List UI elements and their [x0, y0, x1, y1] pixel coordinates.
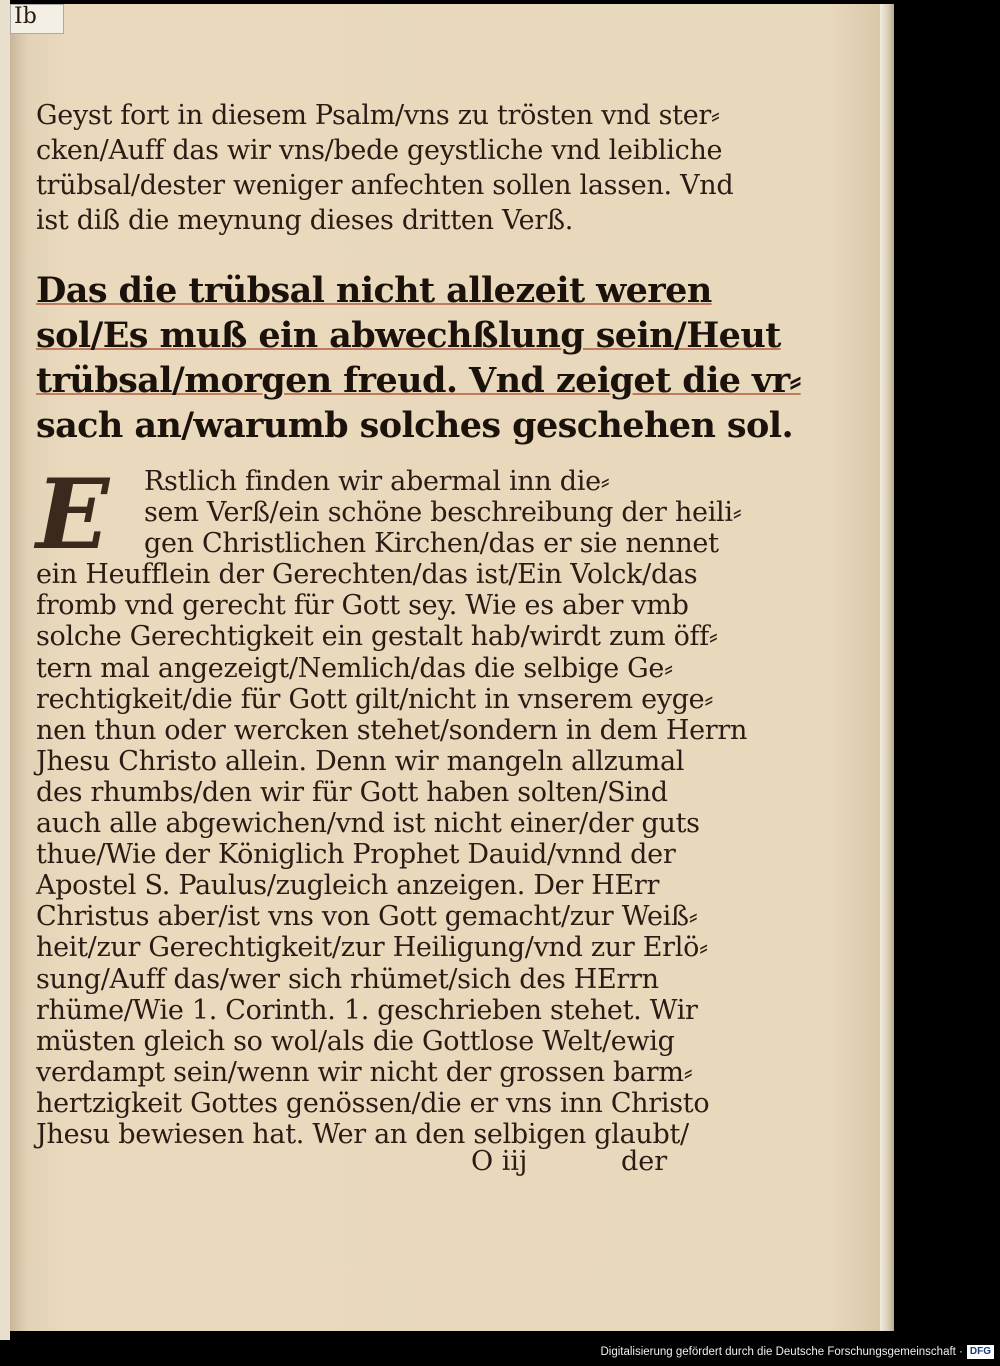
text-line: cken/Auff das wir vns/bede geystliche vnd leibliche [36, 135, 723, 166]
text-line: Geyst fort in diesem Psalm/vns zu trösten vnd ster⸗ [36, 100, 720, 131]
text-line: Jhesu Christo allein. Denn wir mangeln allzumal [36, 745, 685, 777]
text-line: auch alle abgewichen/vnd ist nicht einer/der guts [36, 808, 700, 840]
decorated-initial: E [36, 458, 110, 571]
text-line: fromb vnd gerecht für Gott sey. Wie es aber vmb [36, 590, 689, 622]
text-line: verdampt sein/wenn wir nicht der grossen barm⸗ [36, 1056, 693, 1088]
section-heading [36, 268, 801, 448]
page-number: Ib [14, 4, 37, 29]
text-line: hertzigkeit Gottes genössen/die er vns inn Christo [36, 1087, 710, 1119]
text-line: rhüme/Wie 1. Corinth. 1. geschrieben stehet. Wir [36, 994, 698, 1026]
footer-text: Digitalisierung gefördert durch die Deutsche Forschungsgemeinschaft · [600, 1346, 963, 1358]
text-line: müsten gleich so wol/als die Gottlose Welt/ewig [36, 1025, 675, 1057]
paragraph-2 [36, 458, 748, 1150]
text-line: Rstlich finden wir abermal inn die⸗ [144, 466, 610, 497]
text-line: rechtigkeit/die für Gott gilt/nicht in vnserem eyge⸗ [36, 683, 714, 715]
page-edge [880, 4, 894, 1331]
digitization-footer [600, 1340, 994, 1364]
text-line: Christus aber/ist vns von Gott gemacht/zur Weiß⸗ [36, 901, 698, 933]
text-line: Jhesu bewiesen hat. Wer an den selbigen glaubt/ [36, 1118, 689, 1150]
scan-gutter [0, 0, 10, 1340]
heading-line: sach an/warumb solches geschehen sol. [36, 405, 794, 446]
text-line: gen Christlichen Kirchen/das er sie nennet [144, 528, 719, 560]
text-line: heit/zur Gerechtigkeit/zur Heiligung/vnd zur Erlö⸗ [36, 932, 708, 964]
paragraph-1 [36, 98, 733, 238]
dfg-logo: DFG [967, 1345, 994, 1359]
text-line: nen thun oder wercken stehet/sondern in dem Herrn [36, 714, 748, 746]
text-line: ein Heufflein der Gerechten/das ist/Ein Volck/das [36, 559, 698, 591]
text-line: sem Verß/ein schöne beschreibung der heili⸗ [144, 497, 742, 529]
text-line: Apostel S. Paulus/zugleich anzeigen. Der HErr [36, 870, 660, 902]
text-line: thue/Wie der Königlich Prophet Dauid/vnnd der [36, 839, 676, 871]
heading-line: sol/Es muß ein abwechßlung sein/Heut [36, 315, 781, 356]
signature-mark: O iij [471, 1146, 528, 1177]
text-line: des rhumbs/den wir für Gott haben solten/Sind [36, 776, 668, 808]
text-line: ist diß die meynung dieses dritten Verß. [36, 205, 573, 236]
text-line: trübsal/dester weniger anfechten sollen lassen. Vnd [36, 170, 734, 201]
heading-line: Das die trübsal nicht allezeit weren [36, 270, 712, 311]
text-line: tern mal angezeigt/Nemlich/das die selbige Ge⸗ [36, 652, 673, 684]
heading-line: trübsal/morgen freud. Vnd zeiget die vr⸗ [36, 360, 801, 401]
catchword: der [621, 1146, 668, 1177]
text-line: solche Gerechtigkeit ein gestalt hab/wirdt zum öff⸗ [36, 621, 718, 653]
text-line: sung/Auff das/wer sich rhümet/sich des HErrn [36, 963, 659, 995]
